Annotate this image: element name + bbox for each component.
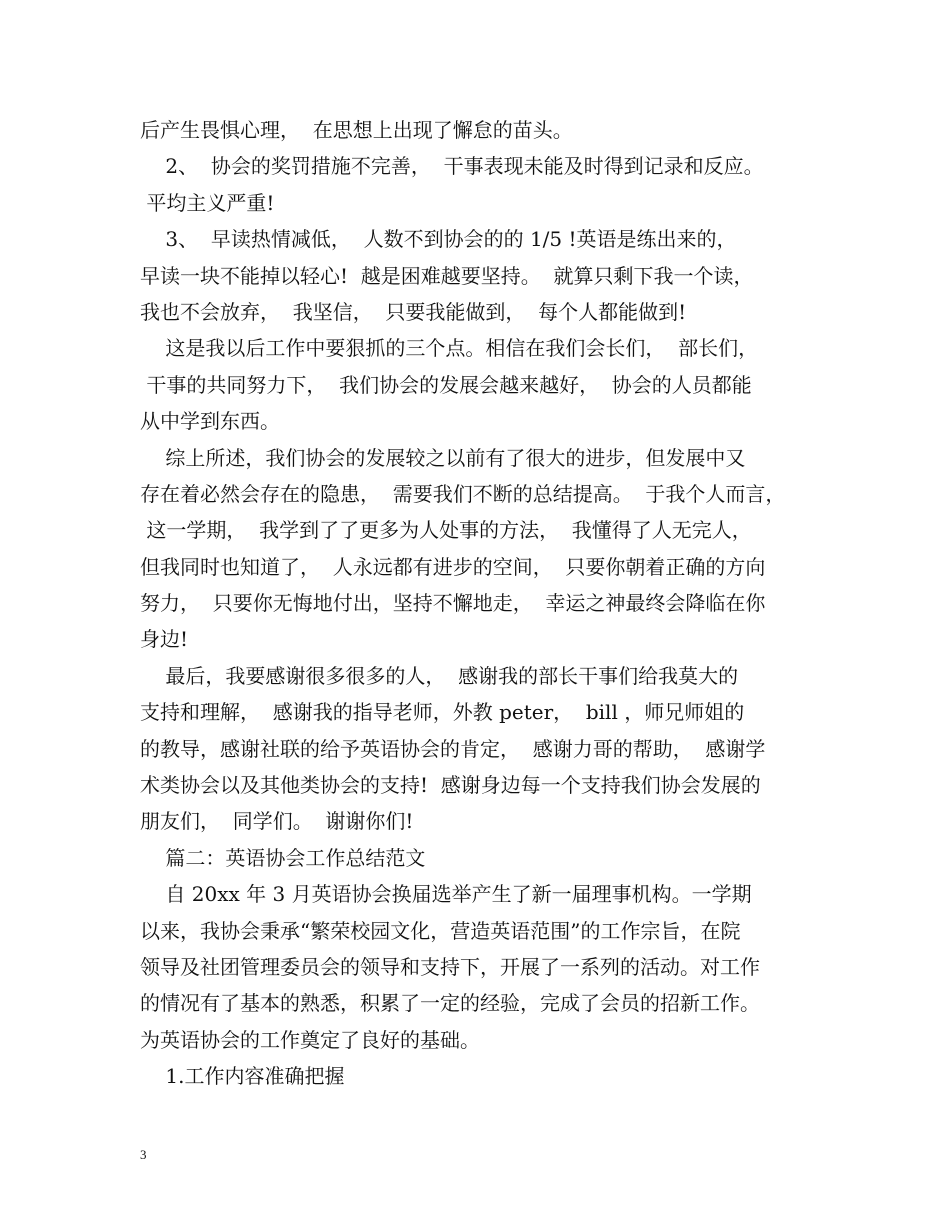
text-line: 存在着必然会存在的隐患， 需要我们不断的总结提高。 于我个人而言， [140,481,786,506]
text-line: 干事的共同努力下， 我们协会的发展会越来越好， 协会的人员都能 [140,372,752,397]
text-line: 努力， 只要你无悔地付出，坚持不懈地走， 幸运之神最终会降临在你 [140,591,766,616]
text-line: 从中学到东西。 [140,409,280,434]
text-line: 的教导，感谢社联的给予英语协会的肯定， 感谢力哥的帮助， 感谢学 [140,736,766,761]
text-line: 这是我以后工作中要狠抓的三个点。相信在我们会长们， 部长们， [140,336,759,361]
text-line: 2、 协会的奖罚措施不完善， 干事表现未能及时得到记录和反应。 [140,154,764,179]
text-line: 支持和理解， 感谢我的指导老师，外教 peter， bill ，师兄师姐的 [140,700,745,725]
text-line: 这一学期， 我学到了了更多为人处事的方法， 我懂得了人无完人， [140,518,752,543]
text-line: 领导及社团管理委员会的领导和支持下，开展了一系列的活动。对工作 [140,954,760,979]
text-line: 最后，我要感谢很多很多的人， 感谢我的部长干事们给我莫大的 [140,663,739,688]
text-line: 术类协会以及其他类协会的支持! 感谢身边每一个支持我们协会发展的 [140,773,761,798]
text-line: 以来，我协会秉承“繁荣校园文化，营造英语范围”的工作宗旨，在院 [140,918,741,943]
subsection-heading: 1.工作内容准确把握 [140,1064,345,1089]
page-number: 3 [140,1147,147,1162]
text-line: 但我同时也知道了， 人永远都有进步的空间， 只要你朝着正确的方向 [140,554,766,579]
body-text [140,112,830,1095]
text-line: 朋友们， 同学们。 谢谢你们! [140,809,414,834]
text-line: 后产生畏惧心理， 在思想上出现了懈怠的苗头。 [140,118,573,142]
text-line: 为英语协会的工作奠定了良好的基础。 [140,1027,480,1052]
text-line: 早读一块不能掉以轻心! 越是困难越要坚持。 就算只剩下我一个读， [140,263,754,288]
text-line: 3、 早读热情减低， 人数不到协会的的 1/5 !英语是练出来的， [140,227,737,252]
text-line: 自 20xx 年 3 月英语协会换届选举产生了新一届理事机构。一学期 [140,882,752,907]
section-heading: 篇二：英语协会工作总结范文 [140,845,426,870]
text-line: 综上所述，我们协会的发展较之以前有了很大的进步，但发展中又 [140,445,746,470]
text-line: 的情况有了基本的熟悉，积累了一定的经验，完成了会员的招新工作。 [140,991,760,1016]
text-line: 我也不会放弃， 我坚信， 只要我能做到， 每个人都能做到! [140,299,687,324]
text-line: 身边! [140,627,189,652]
text-line: 平均主义严重! [140,190,275,215]
